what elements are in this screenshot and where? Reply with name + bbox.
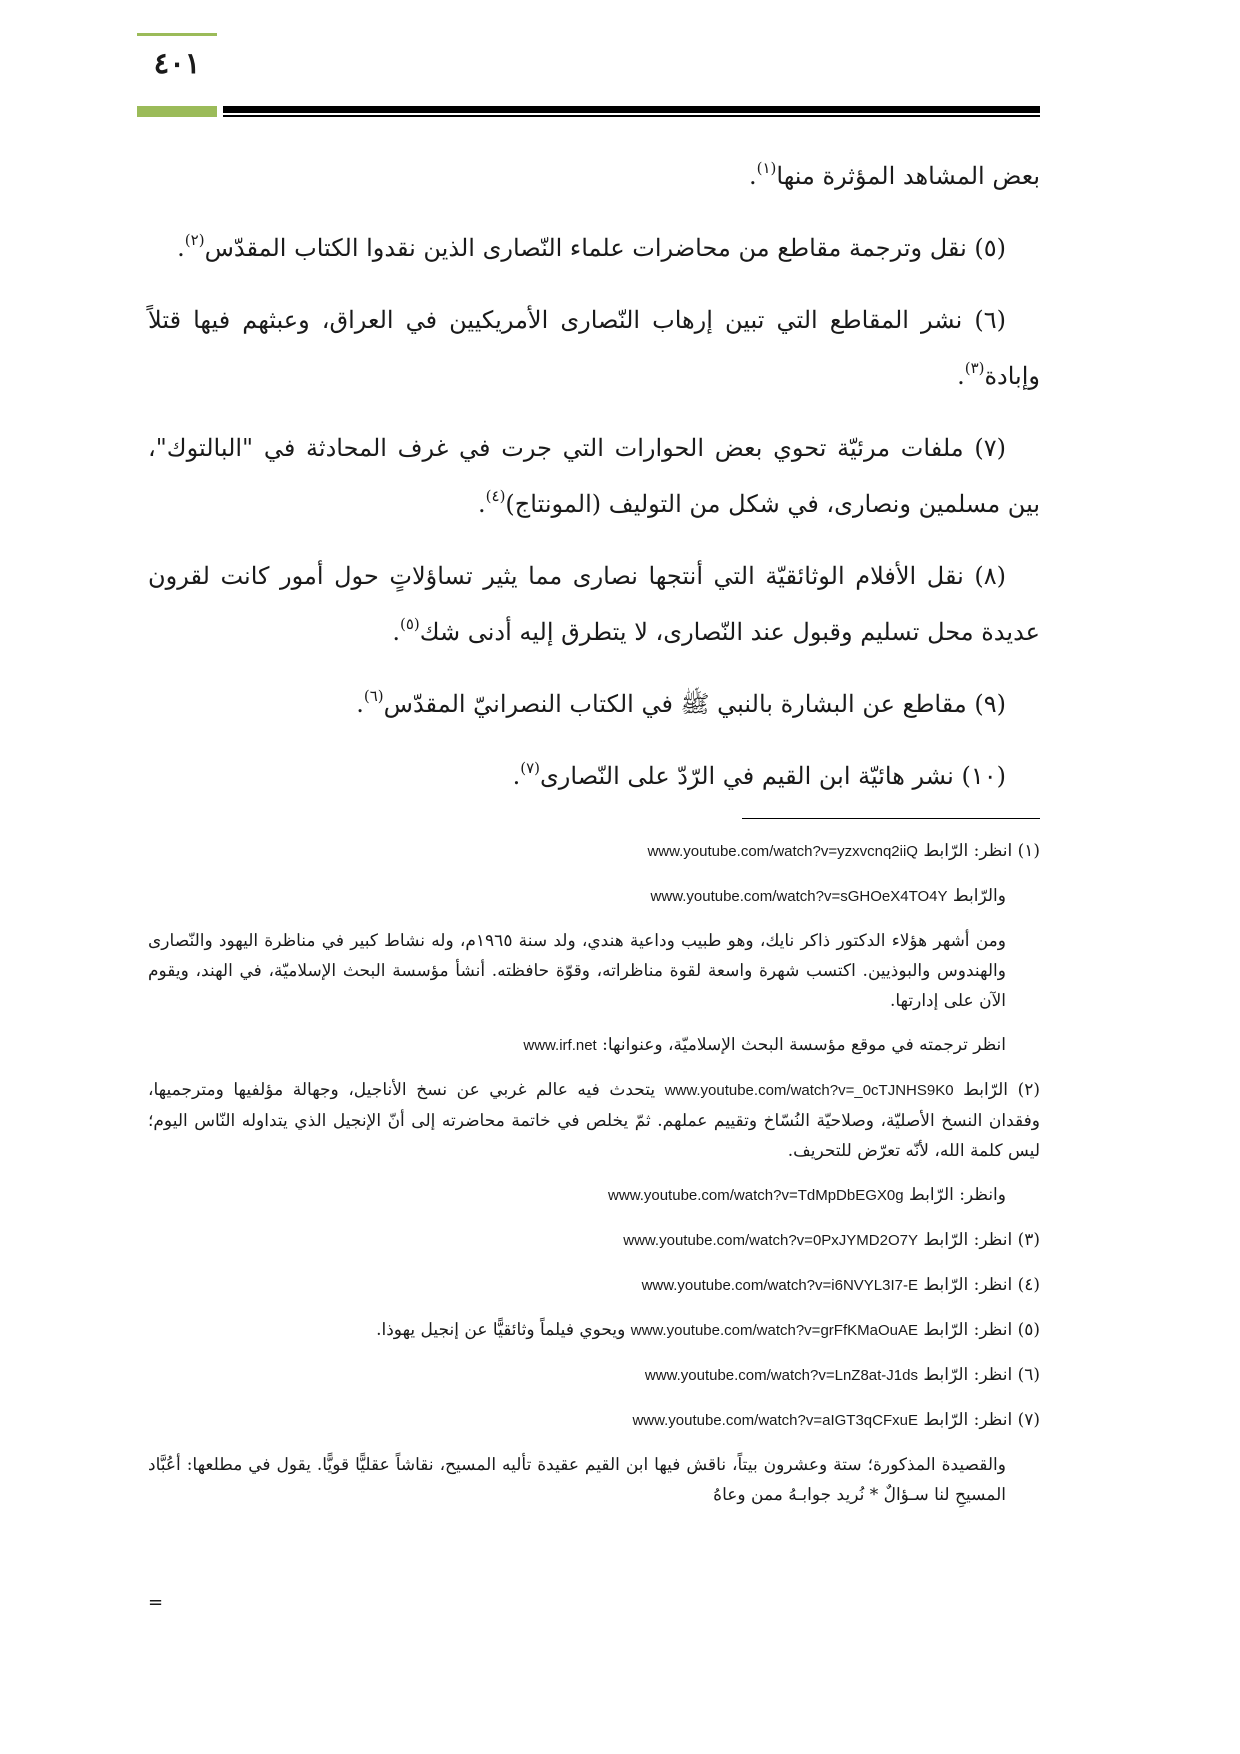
footnote-7: (٧) انظر: الرّابط www.youtube.com/watch?v=aIGT3qCFxuE: [632, 1410, 1040, 1430]
footnote-1: (١) انظر: الرّابط www.youtube.com/watch?v=yzxvcnq2iiQ: [647, 841, 1040, 861]
paragraph-item-7: (٧) ملفات مرئيّة تحوي بعض الحوارات التي جرت في غرف المحادثة في "البالتوك"، بين مسلمين ونصارى، في شكل من التوليف (المونتاج)$^{(٤)}$.: [148, 434, 1040, 518]
footnote-3: (٣) انظر: الرّابط www.youtube.com/watch?v=0PxJYMD2O7Y: [623, 1230, 1040, 1250]
paragraph-item-9: (٩) مقاطع عن البشارة بالنبي ﷺ في الكتاب النصرانيّ المقدّس$^{(٦)}$.: [356, 687, 1006, 718]
footnote-1-link-2: والرّابط www.youtube.com/watch?v=sGHOeX4TO4Y: [650, 886, 1006, 906]
footnote-separator: [742, 818, 1040, 819]
header-rule-thick: [223, 106, 1040, 113]
paragraph-item-10: (١٠) نشر هائيّة ابن القيم في الرّدّ على النّصارى$^{(٧)}$.: [512, 759, 1006, 790]
footnote-link[interactable]: www.youtube.com/watch?v=_0cTJNHS9K0: [664, 1082, 954, 1099]
footnote-link[interactable]: www.youtube.com/watch?v=aIGT3qCFxuE: [632, 1412, 918, 1429]
footnote-link[interactable]: www.youtube.com/watch?v=grFfKMaOuAE: [630, 1322, 918, 1339]
footnote-link[interactable]: www.irf.net: [523, 1037, 597, 1054]
paragraph-item-6: (٦) نشر المقاطع التي تبين إرهاب النّصارى الأمريكيين في العراق، وعبثهم فيها قتلاً وإبادة$^{(٣)}$.: [148, 306, 1040, 390]
paragraph-item-5: (٥) نقل وترجمة مقاطع من محاضرات علماء النّصارى الذين نقدوا الكتاب المقدّس$^{(٢)}$.: [177, 231, 1006, 262]
footnote-link[interactable]: www.youtube.com/watch?v=i6NVYL3I7-E: [641, 1277, 918, 1294]
header-accent-bar: [137, 106, 217, 117]
footnote-ref: (١): [756, 159, 777, 177]
footnote-5: (٥) انظر: الرّابط www.youtube.com/watch?v=grFfKMaOuAE ويحوي فيلماً وثائقيًّا عن إنجيل يهوذا.: [376, 1320, 1040, 1340]
header-accent-top: [137, 33, 217, 36]
footnote-link[interactable]: www.youtube.com/watch?v=TdMpDbEGX0g: [608, 1187, 904, 1204]
continuation-mark: =: [148, 1592, 164, 1613]
footnote-ref: (٣): [964, 359, 985, 377]
footnote-link[interactable]: www.youtube.com/watch?v=0PxJYMD2O7Y: [623, 1232, 918, 1249]
footnote-ref: (٤): [485, 487, 506, 505]
footnote-ref: (٥): [399, 615, 420, 633]
footnote-7-poem: والقصيدة المذكورة؛ ستة وعشرون بيتاً، ناقش فيها ابن القيم عقيدة تأليه المسيح، نقاشاً عقليًّا قويًّا. يقول في مطلعها: أعُبَّاد المسيحِ لنا سـؤالٌ * نُريد جوابـهُ ممن وعاهُ: [148, 1455, 1006, 1505]
footnote-1-bio: ومن أشهر هؤلاء الدكتور ذاكر نايك، وهو طبيب وداعية هندي، ولد سنة ١٩٦٥م، وله نشاط كبير في مناظرة اليهود والنّصارى والهندوس والبوذيين. اكتسب شهرة واسعة لقوة مناظراته، وقوّة حافظته. أنشأ مؤسسة البحث الإسلاميّة، في الهند، ويقوم الآن على إدارتها.: [148, 931, 1006, 1011]
footnote-2: (٢) الرّابط www.youtube.com/watch?v=_0cTJNHS9K0 يتحدث فيه عالم غربي عن نسخ الأناجيل، وجهالة مؤلفيها ومترجميها، وفقدان النسخ الأصليّة، وصلاحيّة النُسّاخ وتقييم عملهم. ثمّ يخلص في خاتمة محاضرته إلى أنّ الإنجيل الذي يتداوله النّاس اليوم؛ ليس كلمة الله، لأنّه تعرّض للتحريف.: [148, 1080, 1041, 1161]
page-number: ٤٠١: [153, 46, 201, 80]
footnote-4: (٤) انظر: الرّابط www.youtube.com/watch?v=i6NVYL3I7-E: [641, 1275, 1040, 1295]
header-rule-thin: [223, 115, 1040, 117]
footnote-link[interactable]: www.youtube.com/watch?v=yzxvcnq2iiQ: [647, 843, 918, 860]
paragraph-intro: بعض المشاهد المؤثرة منها$^{(١)}$.: [748, 159, 1040, 190]
footnote-ref: (٧): [520, 759, 541, 777]
footnote-link[interactable]: www.youtube.com/watch?v=LnZ8at-J1ds: [644, 1367, 918, 1384]
paragraph-item-8: (٨) نقل الأفلام الوثائقيّة التي أنتجها نصارى مما يثير تساؤلاتٍ حول أمور كانت لقرون عديدة محل تسليم وقبول عند النّصارى، لا يتطرق إليه أدنى شك$^{(٥)}$.: [148, 562, 1040, 646]
footnote-ref: (٦): [363, 687, 384, 705]
footnote-link[interactable]: www.youtube.com/watch?v=sGHOeX4TO4Y: [650, 888, 948, 905]
footnote-6: (٦) انظر: الرّابط www.youtube.com/watch?v=LnZ8at-J1ds: [644, 1365, 1040, 1385]
footnote-ref: (٢): [184, 231, 205, 249]
footnotes: [148, 836, 1040, 1524]
main-text: [148, 148, 1040, 820]
footnote-1-source: انظر ترجمته في موقع مؤسسة البحث الإسلاميّة، وعنوانها: www.irf.net: [523, 1035, 1006, 1055]
footnote-2-link-2: وانظر: الرّابط www.youtube.com/watch?v=TdMpDbEGX0g: [608, 1185, 1006, 1205]
